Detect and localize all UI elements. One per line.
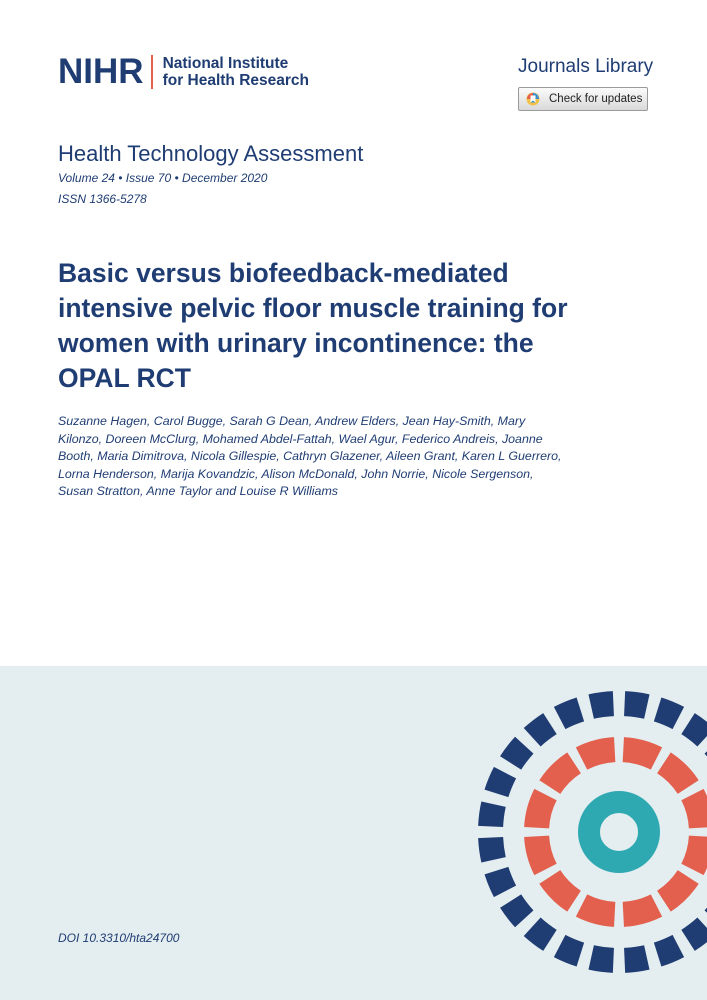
emblem-middle-segment: [539, 752, 581, 794]
volume-issue-date: Volume 24 • Issue 70 • December 2020: [58, 171, 268, 185]
emblem-outer-segment: [554, 935, 584, 967]
emblem-outer-segment: [681, 713, 707, 746]
crossmark-icon: [526, 92, 540, 106]
emblem-outer-segment: [524, 713, 557, 746]
emblem-middle-segment: [524, 836, 556, 875]
emblem-outer-segment: [624, 691, 649, 719]
emblem-outer-segment: [681, 918, 707, 951]
emblem-middle-segment: [623, 737, 662, 769]
emblem-outer-segment: [524, 918, 557, 951]
logo-org-line2: for Health Research: [162, 72, 310, 89]
emblem-middle-segment: [657, 752, 699, 794]
emblem-middle-segment: [681, 836, 707, 875]
emblem-middle-segment: [681, 789, 707, 828]
logo-divider: [151, 55, 153, 89]
logo-mark: NIHR: [58, 52, 144, 91]
check-for-updates-button[interactable]: [518, 87, 648, 111]
emblem-middle-segment: [576, 894, 615, 926]
check-for-updates-label: Check for updates: [549, 93, 643, 105]
emblem-outer-segment: [654, 698, 684, 730]
journals-library-label: Journals Library: [518, 56, 654, 77]
emblem-outer-segment: [485, 867, 517, 897]
emblem-middle-segment: [576, 737, 615, 769]
emblem-outer-segment: [478, 801, 506, 826]
emblem-outer-segment: [654, 935, 684, 967]
emblem-outer-segment: [500, 894, 533, 927]
emblem-inner-ring: [589, 802, 649, 862]
emblem-middle-segment: [657, 870, 699, 912]
emblem-outer-segment: [588, 691, 613, 719]
nihr-logo: [58, 54, 309, 90]
logo-org-name: [163, 55, 309, 89]
emblem-outer-segment: [500, 737, 533, 770]
emblem-outer-segment: [485, 767, 517, 797]
emblem-middle-segment: [623, 894, 662, 926]
logo-org-line1: National Institute: [162, 55, 289, 72]
emblem-outer-segment: [588, 945, 613, 973]
emblem-svg: [471, 684, 707, 1000]
journal-title: Health Technology Assessment: [58, 141, 364, 166]
emblem-middle-segment: [539, 870, 581, 912]
emblem-outer-segment: [478, 837, 506, 862]
emblem-outer-segment: [554, 698, 584, 730]
emblem-outer-segment: [624, 945, 649, 973]
doi: DOI 10.3310/hta24700: [58, 931, 180, 945]
emblem-middle-segment: [524, 789, 556, 828]
decorative-emblem: [471, 684, 707, 1000]
issn: ISSN 1366-5278: [58, 192, 147, 206]
author-list: Suzanne Hagen, Carol Bugge, Sarah G Dean, Andrew Elders, Jean Hay-Smith, Mary Kilonzo, Doreen McClurg, Mohamed Abdel-Fattah, Wael Agur, Federico Andreis, Joanne Booth, Maria Dimitrova, Nicola Gillespie, Cathryn Glazener, Aileen Grant, Karen L Guerrero, Lorna Henderson, Marija Kovandzic, Alison McDonald, John Norrie, Nicole Sergenson, Susan Stratton, Anne Taylor and Louise R Williams: [58, 414, 562, 498]
article-title: Basic versus biofeedback-mediated intensive pelvic floor muscle training for women with urinary incontinence: the OPAL RCT: [58, 258, 568, 393]
